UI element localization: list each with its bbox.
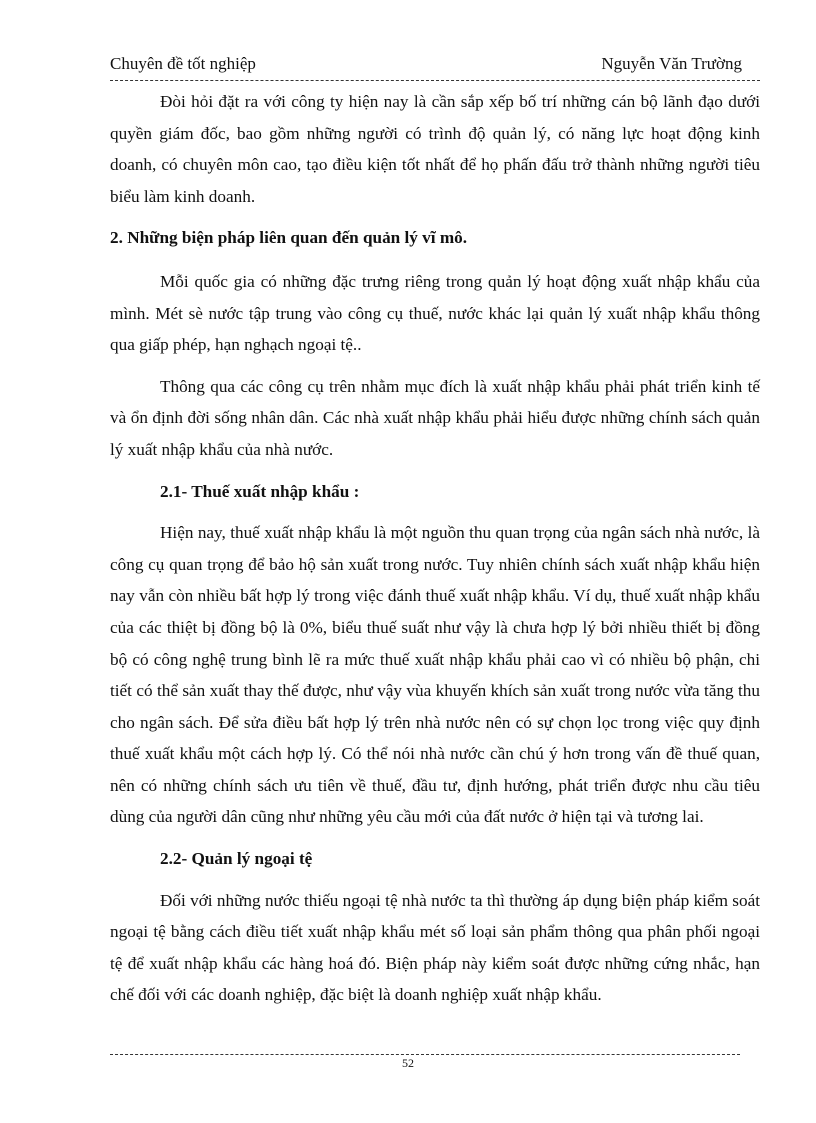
header-author: Nguyễn Văn Trường: [601, 54, 742, 73]
paragraph-tools-purpose: Thông qua các công cụ trên nhằm mục đích là xuất nhập khẩu phải phát triển kinh tế và ổn định đời sống nhân dân. Các nhà xuất nhập khẩu phải hiểu được những chính sách quản lý xuất nhập khẩu của nhà nước.: [110, 376, 760, 459]
footer-divider: [110, 1054, 740, 1055]
page-header: [110, 52, 760, 81]
paragraph-intro: Đòi hỏi đặt ra với công ty hiện nay là cần sắp xếp bố trí những cán bộ lãnh đạo dưới quyền giám đốc, bao gồm những người có trình độ quản lý, có năng lực hoạt động kinh doanh, có chuyên môn cao, tạo điều kiện tốt nhất để họ phấn đấu trở thành những người tiêu biểu làm kinh doanh.: [110, 92, 760, 206]
page-body: [110, 86, 760, 1021]
paragraph-tax: Hiện nay, thuế xuất nhập khẩu là một nguồn thu quan trọng của ngân sách nhà nước, là công cụ quan trọng để bảo hộ sản xuất trong nước. Tuy nhiên chính sách xuất nhập khẩu hiện nay vẫn còn nhiều bất hợp lý trong việc đánh thuế xuất nhập khẩu. Ví dụ, thuế xuất nhập khẩu của các thiệt bị đồng bộ là 0%, biểu thuế suất như vậy là chưa hợp lý bởi nhiều thiết bị đồng bộ có công nghệ trung bình lẽ ra mức thuế xuất nhập khẩu phải cao vì có nhiều bộ phận, chi tiết có thể sản xuất thay thế được, như vậy vùa khuyến khích sản xuất trong nước vừa tăng thu cho ngân sách. Để sửa điều bất hợp lý trên nhà nước nên có sự chọn lọc trong việc quy định thuế xuất khẩu một cách hợp lý. Có thể nói nhà nước cần chú ý hơn trong vấn đề thuế quan, nên có những chính sách ưu tiên về thuế, đầu tư, định hướng, phát triển được nhu cầu tiêu dùng của người dân cũng như những yêu cầu mới của đất nước ở hiện tại và tương lai.: [110, 523, 760, 827]
section-heading-macro-measures: 2. Những biện pháp liên quan đến quản lý vĩ mô.: [110, 228, 468, 248]
subsection-heading-foreign-currency: 2.2- Quản lý ngoại tệ: [160, 849, 313, 869]
header-title: Chuyên đề tốt nghiệp: [110, 54, 256, 73]
paragraph-foreign-currency: Đối với những nước thiếu ngoại tệ nhà nước ta thì thường áp dụng biện pháp kiểm soát ngoại tệ bằng cách điều tiết xuất nhập khẩu mét số loại sản phẩm thông qua phân phối ngoại tệ để xuất nhập khẩu các hàng hoá đó. Biện pháp này kiểm soát được những cứng nhắc, hạn chế đối với các doanh nghiệp, đặc biệt là doanh nghiệp xuất nhập khẩu.: [110, 890, 760, 1005]
subsection-heading-tax: 2.1- Thuế xuất nhập khẩu :: [160, 481, 360, 501]
page-number: 52: [402, 1056, 414, 1070]
paragraph-country-characteristics: Mỗi quốc gia có những đặc trưng riêng trong quản lý hoạt động xuất nhập khẩu của mình. Mét sè nước tập trung vào công cụ thuế, nước khác lại quản lý xuất nhập khẩu thông qua giấp phép, hạn nghạch ngoại tệ..: [110, 271, 760, 355]
